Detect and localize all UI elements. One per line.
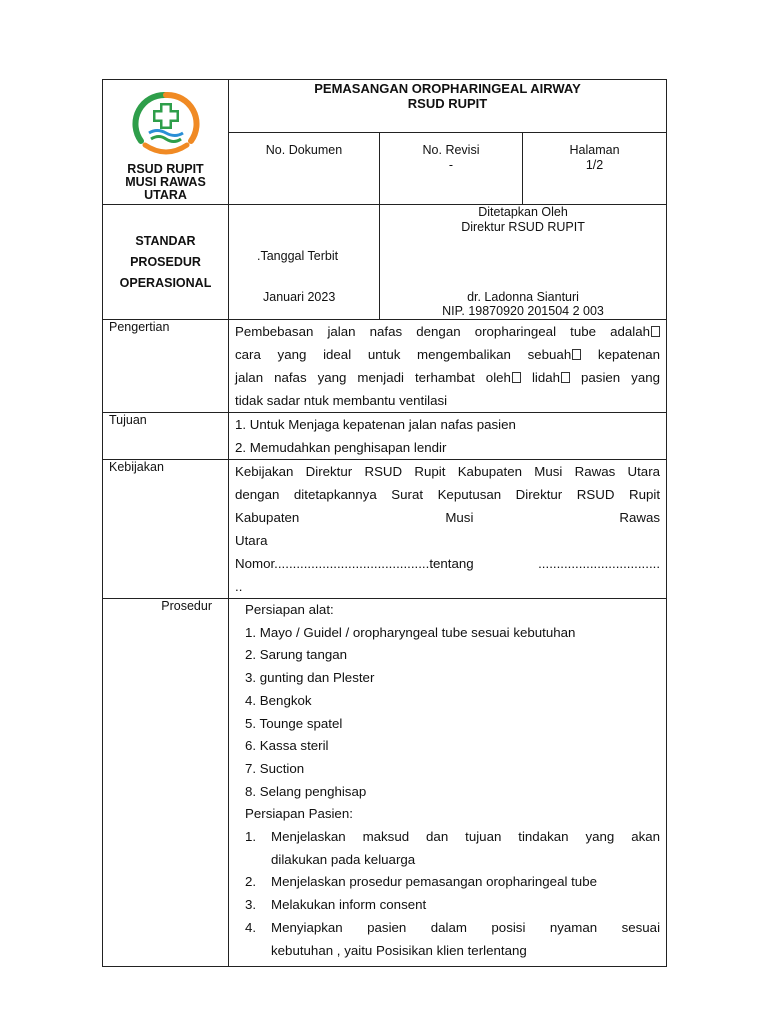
- persiapan-alat-heading: Persiapan alat:: [245, 602, 334, 617]
- tanggal-terbit-value: Januari 2023: [263, 290, 336, 304]
- sop-label-cell: STANDAR PROSEDUR OPERASIONAL: [103, 205, 229, 320]
- persiapan-pasien-heading: Persiapan Pasien:: [245, 806, 353, 822]
- no-dokumen-cell: No. Dokumen: [229, 133, 380, 205]
- list-item: 4. Bengkok: [245, 692, 312, 708]
- halaman-cell: Halaman 1/2: [523, 133, 667, 205]
- org-logo-cell: [103, 80, 229, 205]
- list-item: 6. Kassa steril: [245, 738, 329, 754]
- pengertian-label: Pengertian: [103, 320, 229, 413]
- kebijakan-label: Kebijakan: [103, 460, 229, 599]
- list-item: 4. Menyiapkan pasien dalam posisi nyaman sesuai: [245, 919, 661, 935]
- list-item: 8. Selang penghisap: [245, 783, 367, 799]
- missing-glyph-icon: [561, 372, 570, 383]
- prosedur-label: Prosedur: [103, 599, 229, 967]
- director-nip: NIP. 19870920 201504 2 003: [442, 304, 604, 318]
- list-item: 2. Sarung tangan: [245, 647, 348, 663]
- tujuan-label: Tujuan: [103, 413, 229, 460]
- prosedur-content: Persiapan alat: 1. Mayo / Guidel / oropharyngeal tube sesuai kebutuhan 2. Sarung tangan 3. gunting dan Plester 4. Bengkok 5. Tounge spatel 6. Kassa steril 7. Suction 8. Selang penghisap Persiapan Pasien: 1. Menjelaskan maksud dan tujuan tindakan yang akan dilakukan pada keluarga 2. Menjelaskan prosedur pemasangan oropharingeal tube 3. Melakukan inform consent 4. Menyiapkan pasien dalam posisi nyaman sesuai kebutuhan , yaitu Posisikan klien terlentang: [229, 599, 667, 967]
- tujuan-content: 1. Untuk Menjaga kepatenan jalan nafas pasien 2. Memudahkan penghisapan lendir: [229, 413, 667, 460]
- hospital-logo-icon: [131, 89, 201, 159]
- no-revisi-cell: No. Revisi -: [380, 133, 523, 205]
- missing-glyph-icon: [651, 326, 660, 337]
- sop-table: [102, 79, 667, 967]
- list-item: 7. Suction: [245, 760, 305, 776]
- director-name: dr. Ladonna Sianturi: [467, 290, 579, 304]
- list-item: 3. Melakukan inform consent: [245, 897, 427, 913]
- missing-glyph-icon: [512, 372, 521, 383]
- list-item: 1. Mayo / Guidel / oropharyngeal tube sesuai kebutuhan: [245, 624, 576, 640]
- tanggal-terbit-label: .Tanggal Terbit: [257, 249, 339, 263]
- list-item: 5. Tounge spatel: [245, 715, 343, 731]
- missing-glyph-icon: [572, 349, 581, 360]
- list-item: 2. Menjelaskan prosedur pemasangan oropharingeal tube: [245, 874, 597, 890]
- kebijakan-content: Kebijakan Direktur RSUD Rupit Kabupaten Musi Rawas Utara dengan ditetapkannya Surat Keputusan Direktur RSUD Rupit Kabupaten Musi Rawas Utara Nomor..........................................tentang ................................. ..: [229, 460, 667, 599]
- tanggal-terbit-cell: [229, 205, 380, 320]
- document-title: PEMASANGAN OROPHARINGEAL AIRWAY RSUD RUPIT: [229, 80, 667, 133]
- list-item: 3. gunting dan Plester: [245, 670, 375, 686]
- ditetapkan-cell: Ditetapkan Oleh Direktur RSUD RUPIT dr. Ladonna Sianturi NIP. 19870920 201504 2 003: [380, 205, 667, 320]
- pengertian-content: Pembebasan jalan nafas dengan oropharingeal tube adalah cara yang ideal untuk mengembalikan sebuah kepatenan jalan nafas yang menjadi terhambat oleh lidah pasien yang tidak sadar ntuk membantu ventilasi: [229, 320, 667, 413]
- list-item: 1. Menjelaskan maksud dan tujuan tindakan yang akan: [245, 829, 661, 845]
- org-name: RSUD RUPIT MUSI RAWAS UTARA: [125, 162, 206, 202]
